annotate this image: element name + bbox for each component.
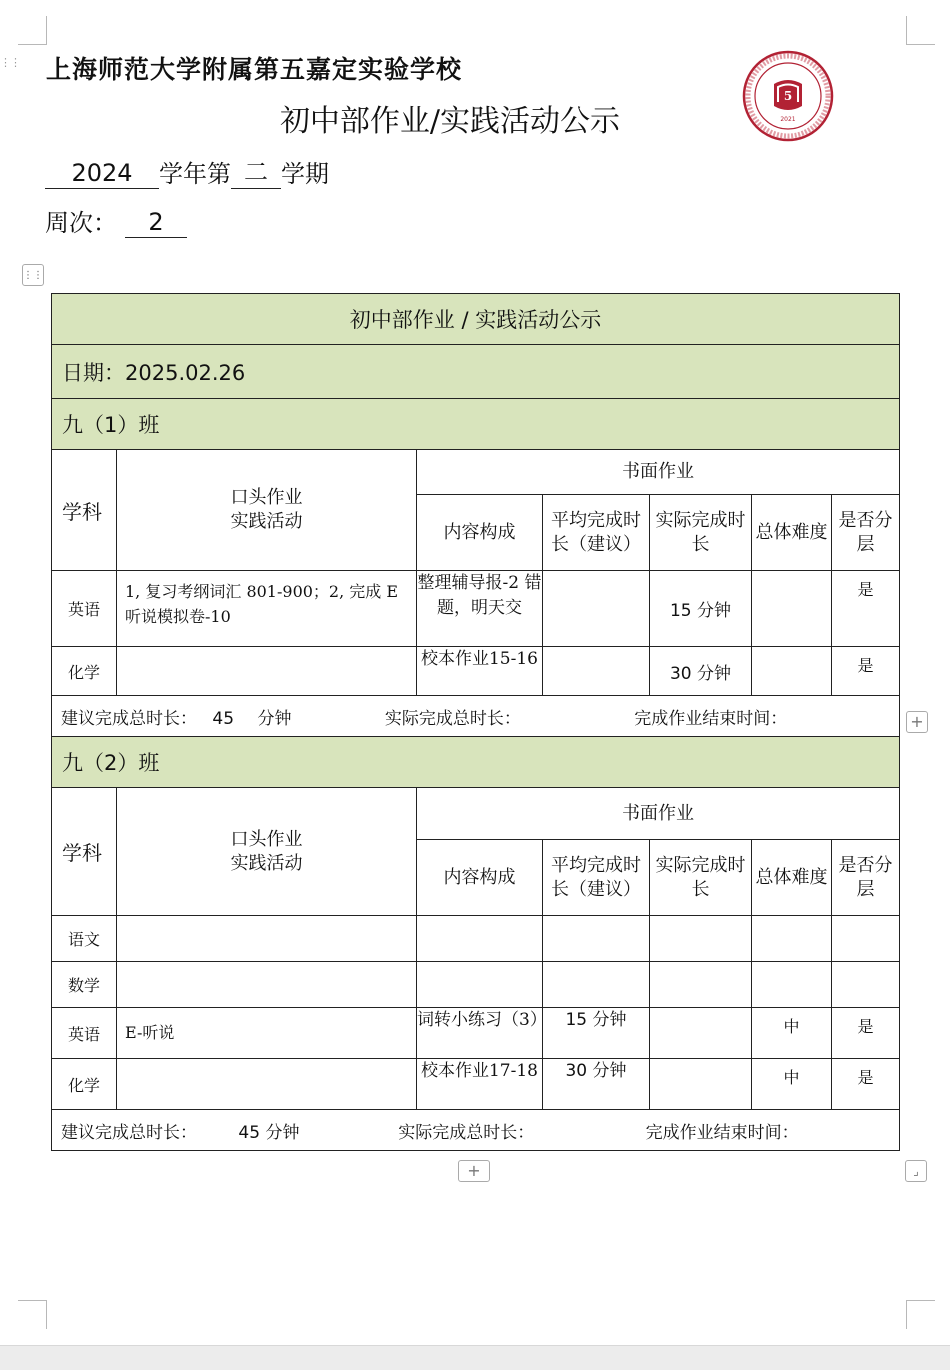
end-time-label: 完成作业结束时间： <box>645 1122 799 1143</box>
term-suffix: 学期 <box>281 160 329 188</box>
row-actual-time[interactable] <box>650 916 752 962</box>
term-mid-text: 学年第 <box>159 160 231 188</box>
term-year[interactable]: 2024 <box>45 159 159 189</box>
row-difficulty[interactable]: 中 <box>752 1059 832 1110</box>
row-subject: 数学 <box>52 962 117 1008</box>
row-avg-time[interactable] <box>543 962 650 1008</box>
written-header: 书面作业 <box>417 788 900 840</box>
row-actual-time[interactable] <box>650 1059 752 1110</box>
suggest-total-label: 建议完成总时长： <box>61 1122 197 1143</box>
class-summary <box>52 696 900 737</box>
svg-text:5: 5 <box>783 89 793 103</box>
resize-icon[interactable]: ⌟ <box>905 1160 927 1182</box>
svg-text:2021: 2021 <box>780 116 796 123</box>
row-actual-time[interactable] <box>650 1008 752 1059</box>
row-oral[interactable] <box>117 916 417 962</box>
row-actual-time[interactable]: 30 分钟 <box>650 647 752 696</box>
actual-total-label: 实际完成总时长： <box>384 708 521 729</box>
row-subject: 英语 <box>52 1008 117 1059</box>
crop-mark-top-right <box>906 16 935 45</box>
crop-mark-top-left <box>18 16 47 45</box>
row-content[interactable]: 校本作业15-16 <box>417 647 543 696</box>
crop-mark-bottom-right <box>906 1300 935 1329</box>
class-name: 九（1）班 <box>52 399 900 450</box>
table-row <box>52 1059 900 1110</box>
school-name: 上海师范大学附属第五嘉定实验学校 <box>46 55 463 84</box>
suggest-total-unit: 分钟 <box>257 708 292 729</box>
row-subject: 英语 <box>52 571 117 647</box>
table-row <box>52 647 900 696</box>
class-name: 九（2）班 <box>52 737 900 788</box>
avg-time-header: 平均完成时长（建议） <box>543 495 650 571</box>
crop-mark-bottom-left <box>18 1300 47 1329</box>
row-avg-time[interactable]: 15 分钟 <box>543 1008 650 1059</box>
add-row-plus-icon[interactable]: + <box>906 711 928 733</box>
homework-table <box>51 293 900 1151</box>
oral-header: 口头作业 实践活动 <box>117 788 417 916</box>
oral-header: 口头作业 实践活动 <box>117 450 417 571</box>
table-row <box>52 916 900 962</box>
row-difficulty[interactable] <box>752 962 832 1008</box>
row-oral[interactable]: E-听说 <box>117 1008 417 1059</box>
row-content[interactable]: 校本作业17-18 <box>417 1059 543 1110</box>
written-header: 书面作业 <box>417 450 900 495</box>
row-layered[interactable] <box>832 962 900 1008</box>
term-semester[interactable]: 二 <box>231 152 281 189</box>
row-avg-time[interactable] <box>543 571 650 647</box>
subject-header: 学科 <box>52 788 117 916</box>
table-title: 初中部作业 / 实践活动公示 <box>52 294 900 345</box>
week-label: 周次： <box>45 209 117 237</box>
row-layered[interactable]: 是 <box>832 1059 900 1110</box>
layered-header: 是否分层 <box>832 840 900 916</box>
row-avg-time[interactable]: 30 分钟 <box>543 1059 650 1110</box>
row-layered[interactable]: 是 <box>832 647 900 696</box>
row-difficulty[interactable] <box>752 647 832 696</box>
difficulty-header: 总体难度 <box>752 495 832 571</box>
suggest-total-value: 45 分钟 <box>238 1122 300 1143</box>
term-line <box>45 152 329 189</box>
class-summary <box>52 1110 900 1151</box>
school-seal-icon <box>742 50 834 142</box>
content-header: 内容构成 <box>417 840 543 916</box>
row-actual-time[interactable]: 15 分钟 <box>650 571 752 647</box>
drag-grip-icon[interactable]: ⋮⋮ <box>0 56 20 69</box>
week-line <box>45 203 187 238</box>
end-time-label: 完成作业结束时间： <box>634 708 788 729</box>
row-avg-time[interactable] <box>543 647 650 696</box>
row-difficulty[interactable]: 中 <box>752 1008 832 1059</box>
row-layered[interactable]: 是 <box>832 571 900 647</box>
status-bar <box>0 1345 950 1370</box>
suggest-total-value: 45 <box>212 708 235 729</box>
week-value[interactable]: 2 <box>125 208 187 238</box>
suggest-total-label: 建议完成总时长： <box>61 708 197 729</box>
actual-total-label: 实际完成总时长： <box>398 1122 535 1143</box>
layered-header: 是否分层 <box>832 495 900 571</box>
actual-time-header: 实际完成时长 <box>650 495 752 571</box>
row-actual-time[interactable] <box>650 962 752 1008</box>
row-oral[interactable] <box>117 647 417 696</box>
difficulty-header: 总体难度 <box>752 840 832 916</box>
row-avg-time[interactable] <box>543 916 650 962</box>
row-content[interactable]: 词转小练习（3） <box>417 1008 543 1059</box>
content-header: 内容构成 <box>417 495 543 571</box>
add-column-plus-icon[interactable]: + <box>458 1160 490 1182</box>
row-difficulty[interactable] <box>752 916 832 962</box>
table-date: 日期：2025.02.26 <box>52 345 900 399</box>
table-move-icon[interactable]: ⋮⋮ <box>22 264 44 286</box>
row-content[interactable] <box>417 962 543 1008</box>
row-layered[interactable] <box>832 916 900 962</box>
table-row <box>52 571 900 647</box>
subject-header: 学科 <box>52 450 117 571</box>
row-subject: 语文 <box>52 916 117 962</box>
row-subject: 化学 <box>52 647 117 696</box>
row-oral[interactable]: 1, 复习考纲词汇 801-900；2, 完成 E 听说模拟卷-10 <box>117 571 417 647</box>
row-content[interactable] <box>417 916 543 962</box>
table-row <box>52 1008 900 1059</box>
table-row <box>52 962 900 1008</box>
doc-title: 初中部作业/实践活动公示 <box>279 104 621 139</box>
actual-time-header: 实际完成时长 <box>650 840 752 916</box>
row-subject: 化学 <box>52 1059 117 1110</box>
row-oral[interactable] <box>117 962 417 1008</box>
avg-time-header: 平均完成时长（建议） <box>543 840 650 916</box>
row-difficulty[interactable] <box>752 571 832 647</box>
row-content[interactable]: 整理辅导报-2 错题，明天交 <box>417 571 543 647</box>
row-oral[interactable] <box>117 1059 417 1110</box>
row-layered[interactable]: 是 <box>832 1008 900 1059</box>
